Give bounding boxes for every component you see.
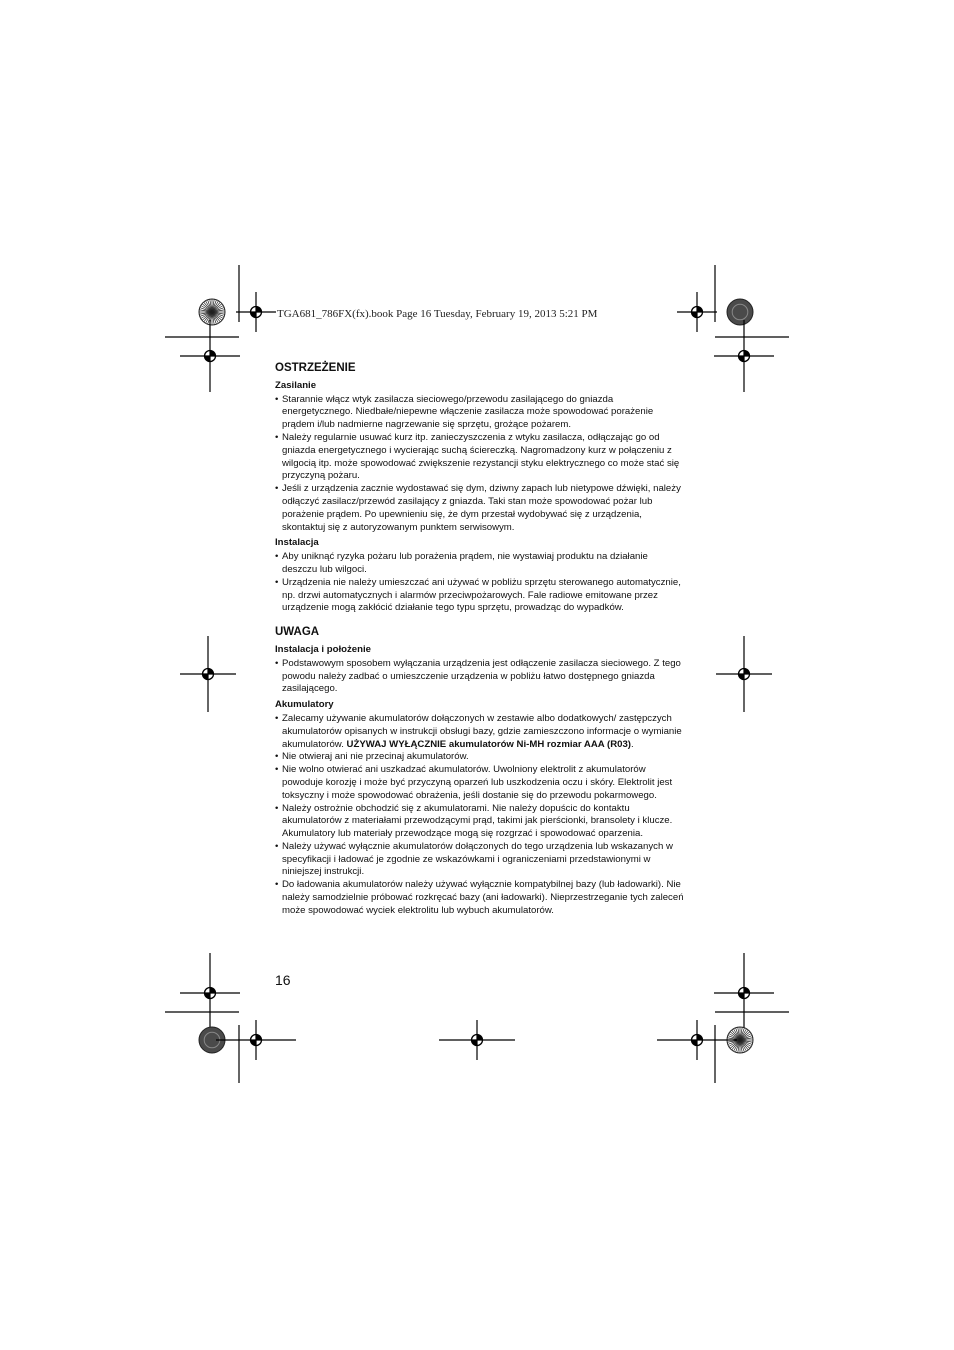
registration-quadrant	[251, 1040, 257, 1046]
power-subheading: Zasilanie	[275, 379, 317, 391]
installation-list	[275, 551, 685, 615]
list-item: • Należy używać wyłącznie akumulatorów dołączonych do tego urządzenia lub wskazanych w specyfikacji i ładować je zgodnie ze wskazówkami i ograniczeniami przedstawionymi w niniejszej instrukcji.	[275, 841, 685, 879]
registration-quadrant	[477, 1035, 483, 1041]
batteries-first-text: Zalecamy używanie akumulatorów dołączonych w zestawie albo dodatkowych/ zastępczych akumulatorów opisanych w instrukcji obsługi bazy, gdzie zamieszczono informacje o wymianie akumulatorów.	[282, 712, 682, 750]
registration-quadrant	[744, 988, 750, 994]
registration-quadrant	[210, 351, 216, 357]
registration-quadrant	[256, 1035, 262, 1041]
density-mark	[727, 299, 753, 325]
list-item: • Podstawowym sposobem wyłączania urządzenia jest odłączenie zasilacza sieciowego. Z tego powodu należy zadbać o umieszczenie urządzenia w pobliżu łatwo dostępnego gniazda zasilającego.	[275, 658, 685, 696]
install-location-subheading: Instalacja i położenie	[275, 643, 371, 655]
book-header-line: TGA681_786FX(fx).book Page 16 Tuesday, February 19, 2013 5:21 PM	[277, 308, 598, 320]
list-item: • Aby uniknąć ryzyka pożaru lub porażenia prądem, nie wystawiaj produktu na działanie deszczu lub wilgoci.	[275, 551, 685, 577]
list-item: • Jeśli z urządzenia zacznie wydostawać się dym, dziwny zapach lub nietypowe dźwięki, należy odłączyć zasilacz/przewód zasilający z gniazda. Taki stan może spowodować pożar lub porażenie prądem. Po upewnieniu się, że dym przestał wydobywać się z urządzenia, skontaktuj się z autoryzowanym punktem serwisowym.	[275, 483, 685, 534]
list-item: • Starannie włącz wtyk zasilacza sieciowego/przewodu zasilającego do gniazda energetycznego. Niedbałe/niepewne włączenie zasilacza może spowodować porażenie prądem i/lub nadmierne nagrzewanie się sprzętu, grożące pożarem.	[275, 394, 685, 432]
caution-heading: UWAGA	[275, 626, 320, 639]
list-item: • Nie otwieraj ani nie przecinaj akumulatorów.	[275, 751, 685, 764]
registration-quadrant	[205, 993, 211, 999]
install-location-list	[275, 658, 685, 696]
registration-quadrant	[692, 1040, 698, 1046]
list-item: • Należy ostrożnie obchodzić się z akumulatorami. Nie należy dopuścic do kontaktu akumulatorów z materiałami przewodzącymi prąd, takimi jak pierścionki, bransolety i klucze. Akumulatory lub materiały przewodzące mogą się rozgrzać i spowodować oparzenia.	[275, 803, 685, 841]
batteries-first-end: .	[630, 738, 634, 750]
registration-quadrant	[251, 312, 257, 318]
registration-quadrant	[739, 674, 745, 680]
registration-quadrant	[739, 993, 745, 999]
page-number: 16	[275, 972, 291, 988]
registration-quadrant	[697, 1035, 703, 1041]
registration-quadrant	[472, 1040, 478, 1046]
registration-quadrant	[744, 351, 750, 357]
registration-quadrant	[697, 307, 703, 313]
list-item: • Urządzenia nie należy umieszczać ani używać w pobliżu sprzętu sterowanego automatycznie, np. drzwi automatycznych i alarmów przeciwpożarowych. Fale radiowe emitowane przez urządzenie mogą zakłócić działanie tego typu sprzętu, prowadząc do wypadków.	[275, 577, 685, 615]
power-list	[275, 394, 685, 535]
registration-quadrant	[203, 674, 209, 680]
registration-quadrant	[744, 669, 750, 675]
installation-subheading: Instalacja	[275, 537, 319, 549]
batteries-first-bold: UŻYWAJ WYŁĄCZNIE akumulatorów Ni-MH rozmiar AAA (R03)	[346, 738, 631, 750]
registration-quadrant	[739, 356, 745, 362]
registration-quadrant	[692, 312, 698, 318]
list-item	[275, 713, 685, 751]
registration-quadrant	[208, 669, 214, 675]
batteries-subheading: Akumulatory	[275, 699, 334, 711]
list-item: • Nie wolno otwierać ani uszkadzać akumulatorów. Uwolniony elektrolit z akumulatorów powoduje korozję i może być przyczyną oparzeń lub uszkodzenia oczu i skóry. Elektrolit jest toksyczny i może spowodować obrażenia, jeśli dostanie się do przewodu pokarmowego.	[275, 764, 685, 802]
registration-quadrant	[256, 307, 262, 313]
registration-quadrant	[205, 356, 211, 362]
warning-heading: OSTRZEŻENIE	[275, 362, 356, 374]
batteries-list	[275, 713, 685, 918]
registration-quadrant	[210, 988, 216, 994]
list-item: • Należy regularnie usuwać kurz itp. zanieczyszczenia z wtyku zasilacza, odłączając go od gniazda energetycznego i wycierając suchą ściereczką. Nagromadzony kurz w połączeniu z wilgocią itp. może spowodować zwiększenie rezystancji styku elektrycznego co może stać się przyczyną pożaru.	[275, 432, 685, 483]
list-item: • Do ładowania akumulatorów należy używać wyłącznie kompatybilnej bazy (lub ładowarki). Nie należy samodzielnie próbować rozkręcać bazy (ani ładowarki). Nieprzestrzeganie tych zaleceń może spowodować wyciek elektrolitu lub wybuch akumulatorów.	[275, 879, 685, 917]
document-content	[275, 362, 685, 921]
